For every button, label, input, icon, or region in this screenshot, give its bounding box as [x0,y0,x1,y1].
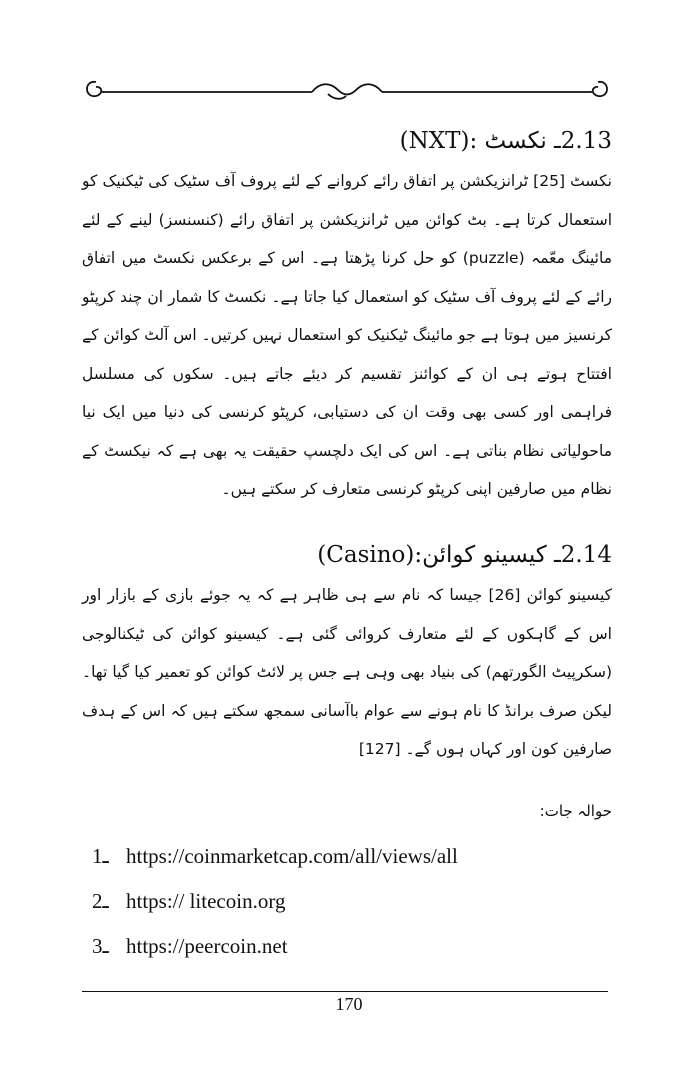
section-title-latin: (NXT) [399,128,470,154]
reference-number: 1ـ [92,844,109,868]
reference-number: 2ـ [92,889,109,913]
section-number: 2.14 [560,542,612,568]
reference-item [92,928,592,973]
reference-link[interactable]: https:// litecoin.org [126,889,286,913]
reference-item [92,838,592,883]
section-title-latin: (Casino) [317,542,415,568]
references-list [92,838,592,973]
section-nxt [82,126,612,509]
reference-link[interactable]: https://peercoin.net [126,934,288,958]
section-title: ـ نکسٹ : [469,128,561,154]
footer-rule [82,991,608,992]
section-heading [82,126,612,156]
header-ornament [82,72,612,106]
section-body: کیسینو کوائن [26] جیسا کہ نام سے ہی ظاہر ہے کہ یہ جوئے بازی کے بازار اور اس کے گاہکوں کے لئے متعارف کروائی گئی ہے۔ کیسینو کوائن کی ٹیکنالوجی (سکرپیٹ الگورتھم) کی بنیاد بھی وہی ہے جس پر لائٹ کوائن کو تعمیر کیا گیا تھا۔ لیکن صرف برانڈ کا نام ہونے سے عوام باآسانی سمجھ سکتے ہیں کہ اس کے ہدف صارفین کون اور کہاں ہوں گے۔ [127] [82,586,613,758]
reference-number: 3ـ [92,934,109,958]
section-heading [82,540,612,570]
section-title: ـ کیسینو کوائن: [414,542,561,568]
section-number: 2.13 [560,128,612,154]
reference-item [92,883,592,928]
reference-link[interactable]: https://coinmarketcap.com/all/views/all [126,844,458,868]
page-number: 170 [335,994,363,1014]
section-body: نکسٹ [25] ٹرانزیکشن پر اتفاق رائے کروانے کے لئے پروف آف سٹیک کی ٹیکنیک کو استعمال کرتا ہے۔ بٹ کوائن میں ٹرانزیکشن پر اتفاق رائے (کنسنسز) لینے کے لئے مائینگ معّمہ (puzzle) کو حل کرنا پڑھتا ہے۔ اس کے برعکس نکسٹ میں اتفاق رائے کے لئے پروف آف سٹیک کو استعمال کیا جاتا ہے۔ نکسٹ کا شمار ان چند کرپٹو کرنسیز میں ہوتا ہے جو مائینگ ٹیکنیک کو استعمال نہیں کرتیں۔ اس آلٹ کوائن کے افتتاح ہوتے ہی ان کے کوائنز تقسیم کر دیئے جاتے ہیں۔ سکوں کی مسلسل فراہمی اور کسی بھی وقت ان کی دستیابی، کرپٹو کرنسی کی دنیا میں ایک نیا ماحولیاتی نظام بناتی ہے۔ اس کی ایک دلچسپ حقیقت یہ بھی ہے کہ نیکسٹ کے نظام میں صارفین اپنی کرپٹو کرنسی متعارف کر سکتے ہیں۔ [82,172,613,498]
section-casino [82,540,612,769]
references-title: حوالہ جات: [539,802,612,820]
